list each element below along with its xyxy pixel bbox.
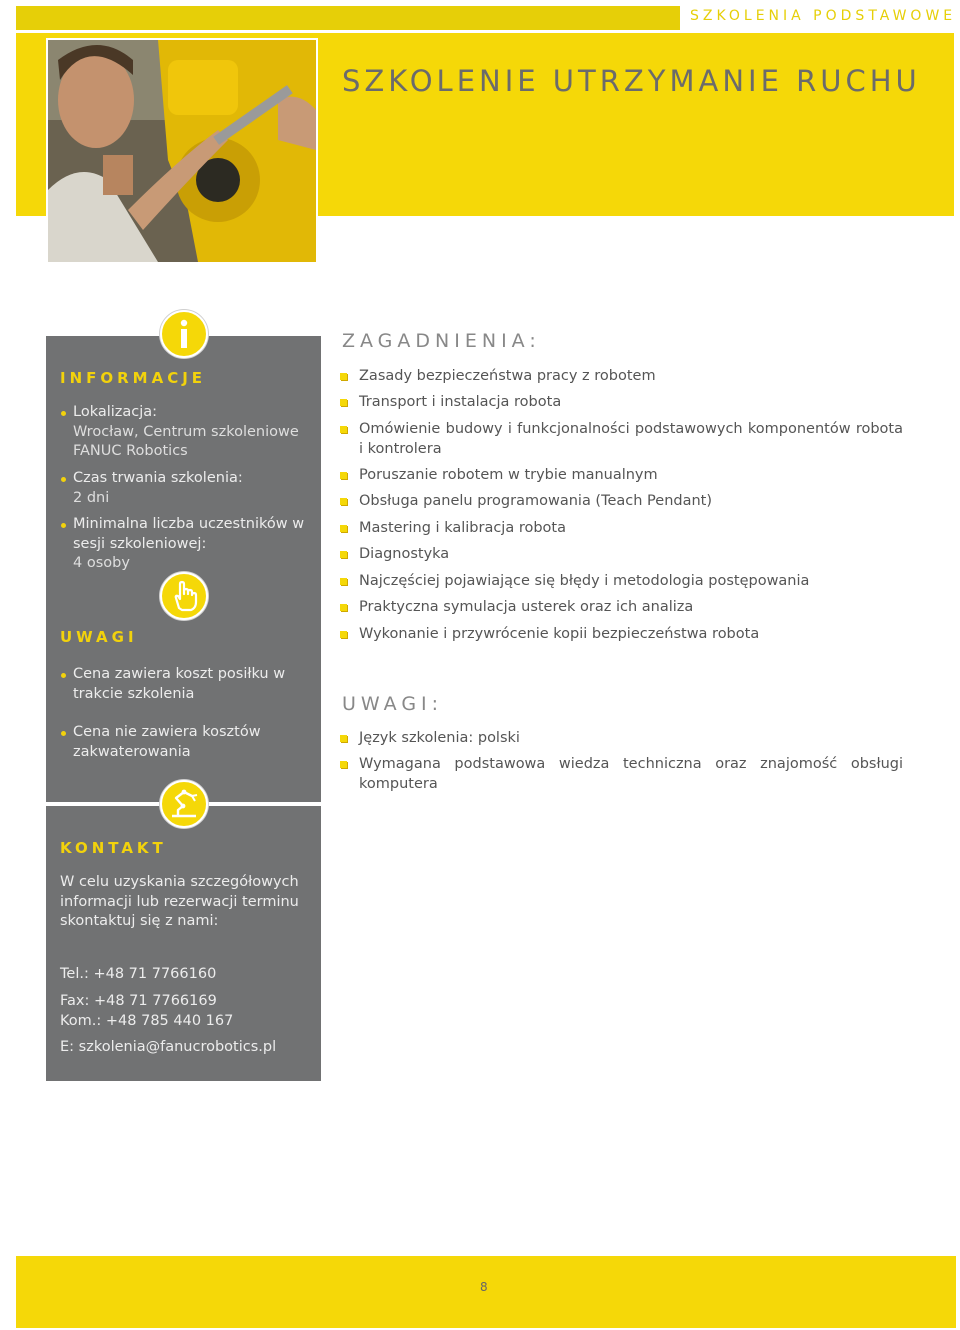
list-item: Praktyczna symulacja usterek oraz ich analiza [340,598,903,618]
contact-email[interactable]: E: szkolenia@fanucrobotics.pl [60,1039,277,1055]
participants-item [73,515,313,574]
note-item: Cena zawiera koszt posiłku w trakcie szkolenia [73,666,286,702]
contact-tel: Tel.: +48 71 7766160 [60,966,217,982]
contact-mobile: Kom.: +48 785 440 167 [60,1013,234,1029]
topics-heading: ZAGADNIENIA: [342,330,541,352]
technician-photo [48,40,316,262]
info-panel [46,336,321,802]
list-item: Diagnostyka [340,545,903,565]
notes-heading: UWAGI [60,628,138,646]
list-bullet [340,472,347,479]
remarks-heading: UWAGI: [342,693,444,715]
info-icon [160,310,208,358]
duration-value: 2 dni [73,489,110,506]
duration-label: Czas trwania szkolenia: [73,470,243,486]
list-bullet [340,399,347,406]
location-label: Lokalizacja: [73,404,158,420]
robot-arm-icon [160,780,208,828]
location-item [73,403,309,462]
list-item: Transport i instalacja robota [340,393,903,413]
list-bullet [340,426,347,433]
contact-panel [46,806,321,1081]
bullet-dot [61,731,66,736]
duration-item [73,469,309,508]
bullet-dot [61,673,66,678]
list-bullet [340,604,347,611]
page-title: SZKOLENIE UTRZYMANIE RUCHU [342,64,921,98]
list-item: Najczęściej pojawiające się błędy i metodologia postępowania [340,572,903,592]
list-bullet [340,735,347,742]
list-bullet [340,578,347,585]
list-bullet [340,551,347,558]
bullet-dot [61,523,66,528]
list-item: Omówienie budowy i funkcjonalności podstawowych komponentów robota i kontrolera [340,420,903,459]
list-bullet [340,373,347,380]
list-item: Wymagana podstawowa wiedza techniczna oraz znajomość obsługi komputera [340,755,903,794]
list-bullet [340,525,347,532]
bullet-dot [61,477,66,482]
info-heading: INFORMACJE [60,369,207,387]
hand-pointer-icon [160,572,208,620]
contact-intro: W celu uzyskania szczegółowych informacji lub rezerwacji terminu skontaktuj się z nami: [60,874,299,929]
list-item: Zasady bezpieczeństwa pracy z robotem [340,367,903,387]
list-bullet [340,631,347,638]
category-label: SZKOLENIA PODSTAWOWE [690,8,957,24]
page-number: 8 [480,1280,488,1294]
list-item: Poruszanie robotem w trybie manualnym [340,466,903,486]
bullet-dot [61,411,66,416]
participants-label: Minimalna liczba uczestników w sesji szkoleniowej: [73,516,305,552]
list-item: Obsługa panelu programowania (Teach Pendant) [340,492,903,512]
list-bullet [340,498,347,505]
contact-heading: KONTAKT [60,839,167,857]
list-item: Wykonanie i przywrócenie kopii bezpieczeństwa robota [340,625,903,645]
list-item: Język szkolenia: polski [340,729,903,749]
location-value: Wrocław, Centrum szkoleniowe FANUC Robotics [73,423,299,459]
list-item: Mastering i kalibracja robota [340,519,903,539]
participants-value: 4 osoby [73,555,130,571]
note-item: Cena nie zawiera kosztów zakwaterowania [73,724,261,760]
contact-fax: Fax: +48 71 7766169 [60,993,217,1009]
list-bullet [340,761,347,768]
header-bar [16,6,680,30]
